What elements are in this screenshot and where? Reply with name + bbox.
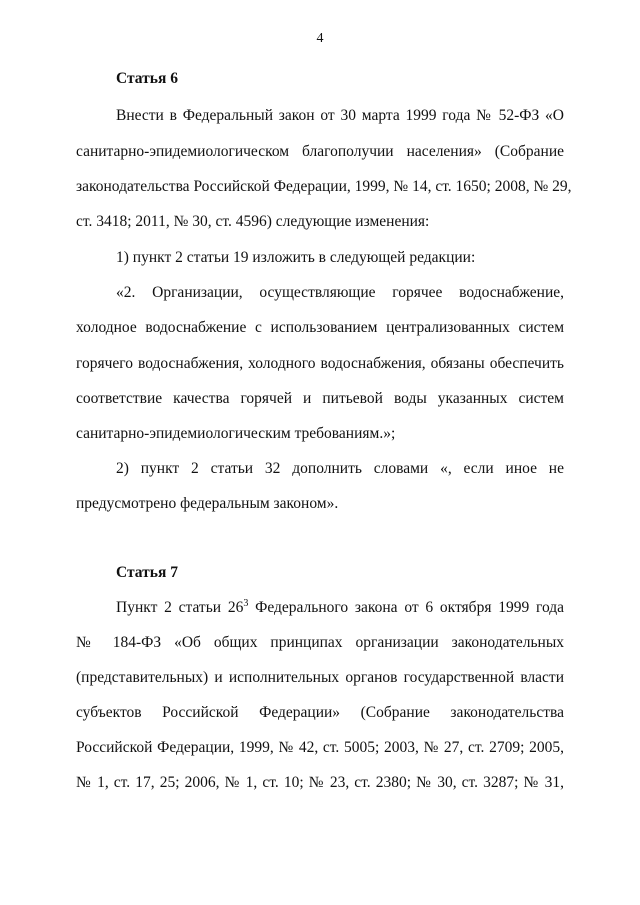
article-6-line: горячего водоснабжения, холодного водоснабжения, обязаны обеспечить xyxy=(76,355,564,372)
article-6-line: «2. Организации, осуществляющие горячее водоснабжение, xyxy=(116,284,564,301)
article-7-line: субъектов Российской Федерации» (Собрание законодательства xyxy=(76,704,564,721)
article-6-line: законодательства Российской Федерации, 1999, № 14, ст. 1650; 2008, № 29, xyxy=(76,178,572,195)
article-superscript: 3 xyxy=(243,597,249,609)
article-7-first-line-start: Пункт 2 статьи 26 xyxy=(116,599,244,616)
article-6-line: соответствие качества горячей и питьевой воды указанных систем xyxy=(76,390,564,407)
article-6-line: санитарно-эпидемиологическом благополучии населения» (Собрание xyxy=(76,143,564,160)
article-7-first-line xyxy=(116,598,564,618)
article-6-line: 1) пункт 2 статьи 19 изложить в следующей редакции: xyxy=(116,249,476,266)
article-6-line: Внести в Федеральный закон от 30 марта 1999 года № 52-ФЗ «О xyxy=(116,107,564,124)
article-6-line: холодное водоснабжение с использованием централизованных систем xyxy=(76,319,564,336)
article-7-line: № 184-ФЗ «Об общих принципах организации законодательных xyxy=(76,634,564,651)
article-7-heading: Статья 7 xyxy=(116,564,178,581)
article-6-line: предусмотрено федеральным законом». xyxy=(76,495,339,512)
article-6-heading: Статья 6 xyxy=(116,70,178,87)
article-6-line: ст. 3418; 2011, № 30, ст. 4596) следующие изменения: xyxy=(76,213,430,230)
article-7-line: (представительных) и исполнительных органов государственной власти xyxy=(76,669,564,686)
article-7-line: Российской Федерации, 1999, № 42, ст. 5005; 2003, № 27, ст. 2709; 2005, xyxy=(76,739,564,756)
page-number: 4 xyxy=(316,31,324,46)
article-6-line: 2) пункт 2 статьи 32 дополнить словами «, если иное не xyxy=(116,460,564,477)
article-7-line: № 1, ст. 17, 25; 2006, № 1, ст. 10; № 23, ст. 2380; № 30, ст. 3287; № 31, xyxy=(76,774,564,791)
article-6-line: санитарно-эпидемиологическим требованиям.»; xyxy=(76,425,396,442)
article-7-first-line-end: Федерального закона от 6 октября 1999 года xyxy=(248,599,565,616)
